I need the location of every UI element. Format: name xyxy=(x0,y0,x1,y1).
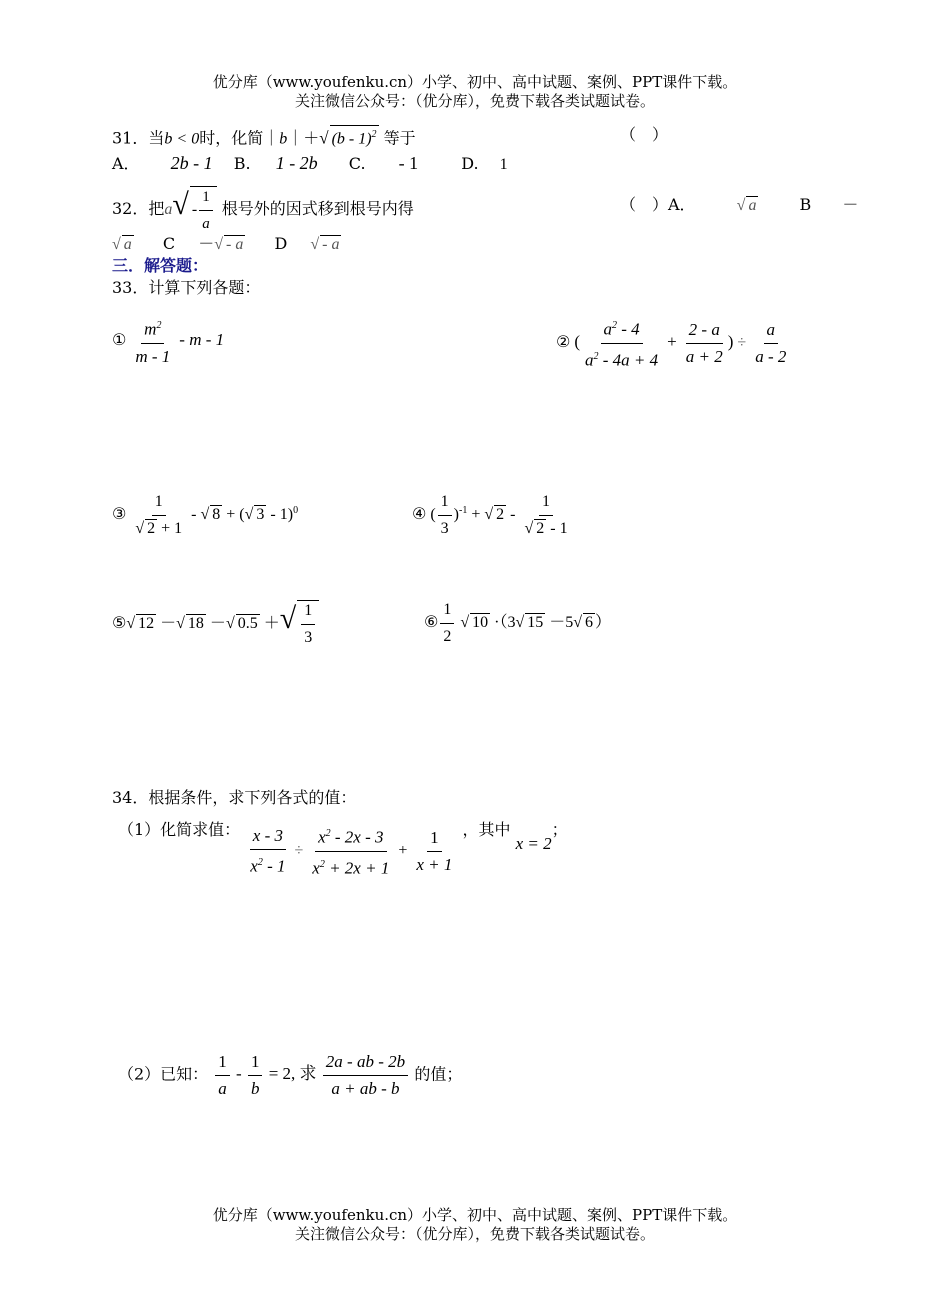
footer-line-1: 优分库（www.youfenku.cn）小学、初中、高中试题、案例、PPT课件下载。 xyxy=(212,1206,738,1224)
option-b: √ a xyxy=(112,236,132,253)
option-d-label: D. xyxy=(461,154,479,173)
question-31-options xyxy=(112,153,508,175)
question-33-stem: 33．计算下列各题： xyxy=(112,278,261,297)
question-number: 33． xyxy=(112,278,149,297)
question-32-stem: 32．把a√ - $\frac{1}{a}$ 根号外的因式移到根号内得 xyxy=(112,182,414,234)
option-b: 1 - 2b xyxy=(275,153,318,173)
footer-line-2: 关注微信公众号：（优分库），免费下载各类试题试卷。 xyxy=(294,1225,655,1243)
option-a: √ a xyxy=(736,197,757,214)
problem-label: ② xyxy=(556,331,571,351)
option-c-label: C. xyxy=(348,154,366,173)
option-d-label: D xyxy=(274,234,288,253)
problem-label: ⑥ xyxy=(424,612,439,632)
option-c: √ - a xyxy=(214,236,244,253)
radicand: (b - 1)$^2$ xyxy=(330,125,379,148)
problem-label: ③ xyxy=(112,504,127,524)
header-line-1: 优分库（www.youfenku.cn）小学、初中、高中试题、案例、PPT课件下载。 xyxy=(212,73,738,91)
subquestion-label: （1）化简求值： xyxy=(118,820,241,839)
option-c: - 1 xyxy=(398,153,419,173)
problem-3: ③ $\frac{1}{√ 2 + 1}$ - √ 8 + (√ 3 - 1)$^0$ xyxy=(112,493,299,537)
problem-label: ① xyxy=(112,330,127,349)
section-title: 三．解答题： xyxy=(112,256,209,275)
question-number: 32． xyxy=(112,199,149,218)
subquestion-2: （2）已知： $\frac{1}{a}$ - $\frac{1}{b}$ = 2, 求 $\frac{2a - ab - 2b}{a + ab - b}$ 的值； xyxy=(118,1052,463,1098)
problem-5: ⑤√ 12 －√ 18 －√ 0.5 ＋√ $\frac{1}{3}$ xyxy=(112,600,319,648)
option-d: √ - a xyxy=(310,236,340,253)
problem-4: ④ ( $\frac{1}{3}$ )$^{-1}$ + √ 2 - $\frac{1}{√ 2 - 1}$ xyxy=(412,493,568,537)
subquestion-1: （1）化简求值： $\frac{x - 3}{x^2 - 1}$ ÷ $\frac{x^2 - 2x - 3}{x^2 + 2x + 1}$ + $\frac{1}{x + 1}$ ，其中 x = 2； xyxy=(118,820,568,878)
sqrt-symbol: √ xyxy=(319,128,329,148)
option-b-dash: － xyxy=(842,195,859,214)
option-d: 1 xyxy=(499,156,508,173)
option-a: 2b - 1 xyxy=(170,153,213,173)
option-c-label: C xyxy=(162,234,176,253)
problem-label: ⑤ xyxy=(112,613,127,633)
question-number: 34． xyxy=(112,788,149,807)
option-b-label: B. xyxy=(233,154,251,173)
problem-1: ① $\frac{m^2}{m - 1}$ - m - 1 xyxy=(112,316,224,367)
condition: x = 2 xyxy=(515,834,552,853)
problem-label: ④ xyxy=(412,504,427,524)
answer-bracket: （ ）A． xyxy=(620,195,696,214)
question-32-bracket-options xyxy=(620,195,858,216)
problem-6: ⑥ $\frac{1}{2}$ √ 10 ·（3√ 15 －5√ 6 ） xyxy=(424,601,612,645)
option-b-label: B xyxy=(799,195,812,214)
answer-bracket: （ ） xyxy=(620,125,669,144)
question-number: 31． xyxy=(112,128,149,148)
question-32-options-cont: √ a C －√ - a D √ - a xyxy=(112,234,340,253)
sqrt-symbol: √ xyxy=(172,188,189,221)
header-line-2: 关注微信公众号：（优分库），免费下载各类试题试卷。 xyxy=(294,92,655,110)
option-a-label: A． xyxy=(112,154,140,173)
question-31-stem: 31．当b < 0时，化简｜b｜＋√ (b - 1)$^2$ 等于 xyxy=(112,125,416,149)
question-34-stem: 34．根据条件，求下列各式的值： xyxy=(112,788,357,807)
condition: b < 0 xyxy=(164,130,200,148)
subquestion-label: （2）已知： xyxy=(118,1064,209,1084)
problem-2: ② ( $\frac{a^2 - 4}{a^2 - 4a + 4}$ + $\frac{2 - a}{a + 2}$ ) ÷ $\frac{a}{a - 2}$ xyxy=(556,316,791,370)
